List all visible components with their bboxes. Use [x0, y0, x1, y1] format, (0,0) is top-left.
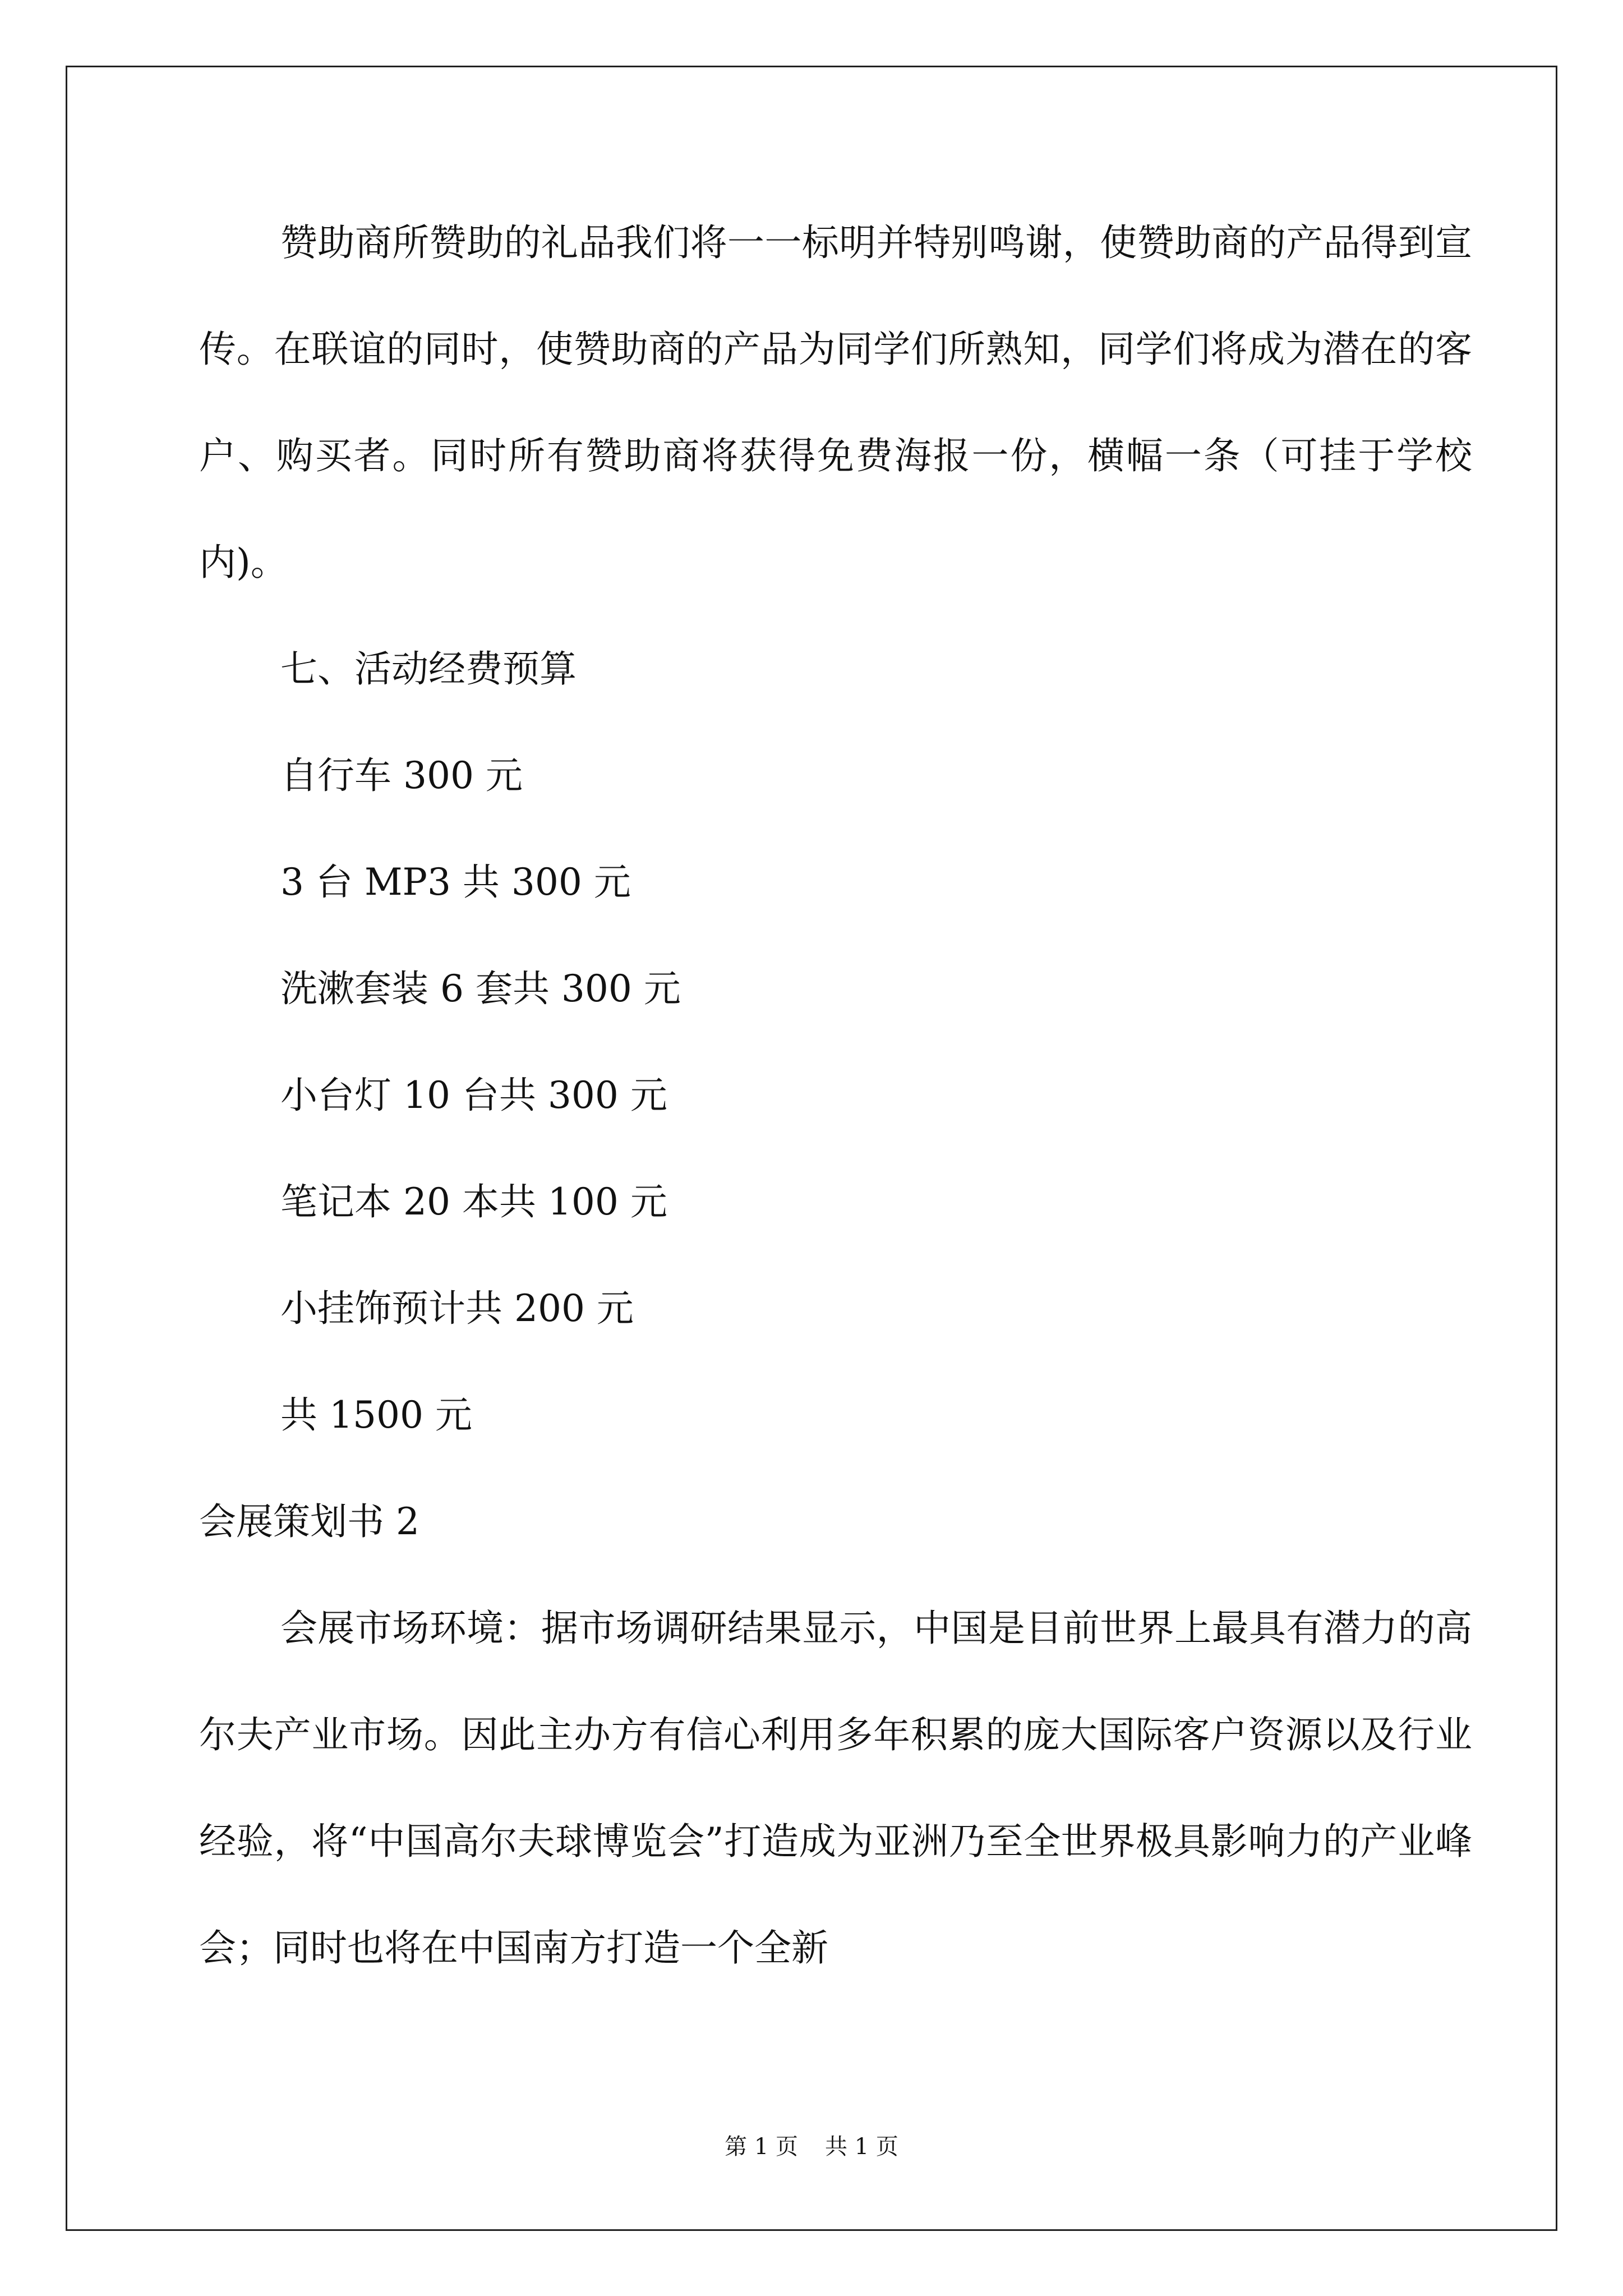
- paragraph-sponsor-thanks: 赞助商所赞助的礼品我们将一一标明并特别鸣谢，使赞助商的产品得到宣传。在联谊的同时，使赞助商的产品为同学们所熟知，同学们将成为潜在的客户、购买者。同时所有赞助商将获得免费海报一份，横幅一条（可挂于学校内)。: [199, 221, 1472, 584]
- section-heading-budget: 七、活动经费预算: [280, 647, 577, 691]
- budget-item: 笔记本 20 本共 100 元: [280, 1180, 667, 1223]
- budget-item: 3 台 MP3 共 300 元: [280, 861, 631, 904]
- budget-item: 小挂饰预计共 200 元: [280, 1287, 634, 1330]
- paragraph-market-environment: 会展市场环境：据市场调研结果显示，中国是目前世界上最具有潜力的高尔夫产业市场。因此主办方有信心利用多年积累的庞大国际客户资源以及行业经验，将“中国高尔夫球博览会”打造成为亚洲乃至全世界极具影响力的产业峰会；同时也将在中国南方打造一个全新: [199, 1607, 1472, 1970]
- page-number-total: 共 1 页: [825, 2134, 898, 2160]
- page-number-current: 第 1 页: [725, 2134, 798, 2160]
- budget-item: 自行车 300 元: [280, 754, 523, 797]
- section-title-plan-two: 会展策划书 2: [199, 1500, 419, 1543]
- budget-item: 小台灯 10 台共 300 元: [280, 1074, 667, 1117]
- budget-total: 共 1500 元: [280, 1393, 472, 1437]
- budget-item: 洗漱套装 6 套共 300 元: [280, 967, 681, 1010]
- document-body: [199, 190, 1489, 2001]
- page-footer: [0, 2129, 1623, 2161]
